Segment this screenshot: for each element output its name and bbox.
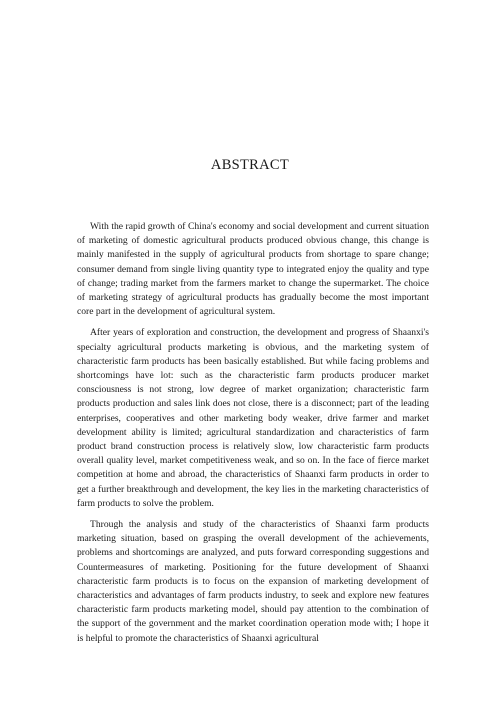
abstract-body <box>77 220 429 653</box>
abstract-paragraph-2: After years of exploration and construction, the development and progress of Shaanxi's specialty agricultural products marketing is obvious, and the marketing system of characteristic farm products has been basically established. But while facing problems and shortcomings have lot: such as the characteristic farm products producer market consciousness is not strong, low degree of market organization; characteristic farm products production and sales link does not close, there is a disconnect; part of the leading enterprises, cooperatives and other marketing body weaker, drive farmer and market development ability is limited; agricultural standardization and characteristics of farm product brand construction process is relatively slow, low characteristic farm products overall quality level, market competitiveness weak, and so on. In the face of fierce market competition at home and abroad, the characteristics of Shaanxi farm products in order to get a further breakthrough and development, the key lies in the marketing characteristics of farm products to solve the problem. <box>77 327 429 509</box>
abstract-title: ABSTRACT <box>210 157 290 173</box>
abstract-paragraph-3: Through the analysis and study of the characteristics of Shaanxi farm products marketing situation, based on grasping the overall development of the achievements, problems and shortcomings are analyzed, and puts forward corresponding suggestions and Countermeasures of marketing. Positioning for the future development of Shaanxi characteristic farm products is to focus on the expansion of marketing development of characteristics and advantages of farm products industry, to seek and explore new features characteristic farm products marketing model, should pay attention to the combination of the support of the government and the market coordination operation mode with; I hope it is helpful to promote the characteristics of Shaanxi agricultural <box>77 519 429 644</box>
abstract-paragraph-1: With the rapid growth of China's economy and social development and current situation of marketing of domestic agricultural products produced obvious change, this change is mainly manifested in the supply of agricultural products from shortage to spare change; consumer demand from single living quantity type to integrated enjoy the quality and type of change; trading market from the farmers market to change the supermarket. The choice of marketing strategy of agricultural products has gradually become the most important core part in the development of agricultural system. <box>77 221 429 318</box>
